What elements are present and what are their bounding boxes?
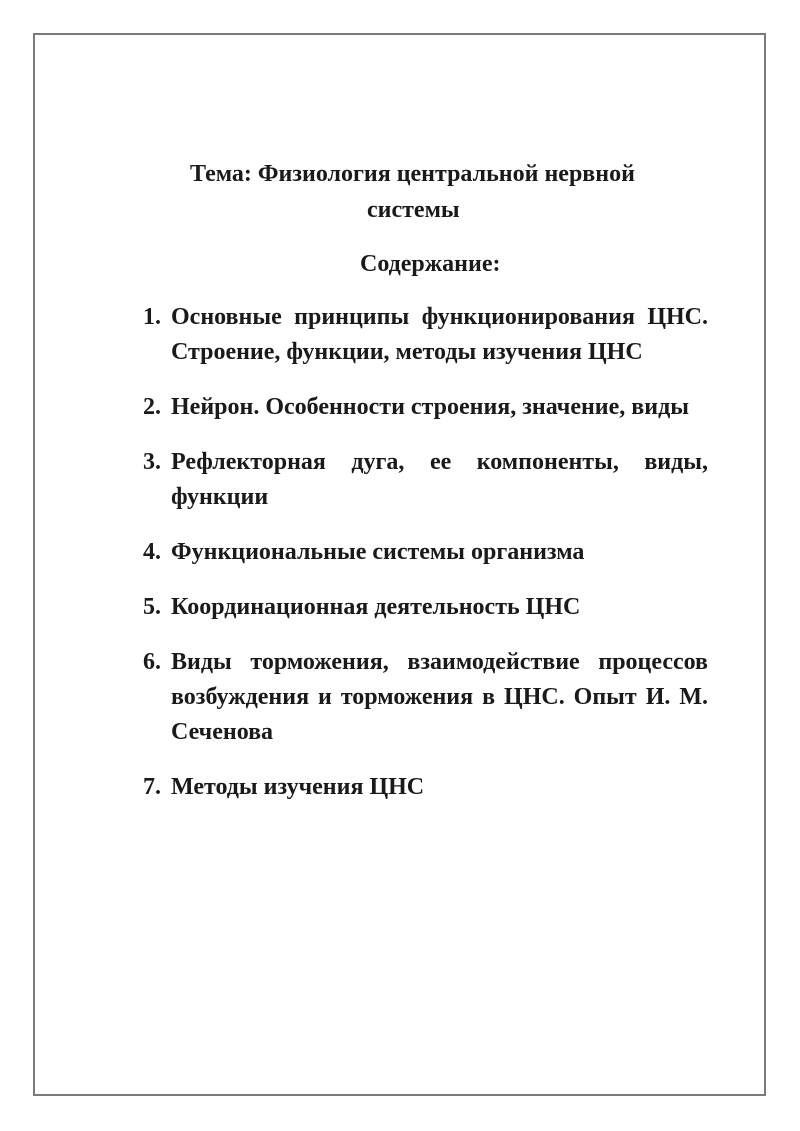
contents-item-text: Рефлекторная дуга, ее компоненты, виды, функции [171,449,708,510]
contents-item-3 [143,445,708,515]
contents-item-number: 2. [143,394,161,420]
contents-heading: Содержание: [360,251,501,277]
contents-item-text: Основные принципы функционирования ЦНС. Строение, функции, методы изучения ЦНС [171,304,708,365]
contents-item-text: Функциональные системы организма [171,539,585,565]
contents-item-number: 5. [143,594,161,620]
contents-item-2 [143,390,708,425]
contents-item-text: Виды торможения, взаимодействие процессов возбуждения и торможения в ЦНС. Опыт И. М. Сеченова [171,649,708,745]
contents-item-text: Координационная деятельность ЦНС [171,594,581,620]
contents-item-number: 3. [143,449,161,475]
contents-item-6 [143,645,708,750]
contents-item-1 [143,300,708,370]
document-title-line-2: системы [367,197,460,223]
document-title [150,156,730,228]
contents-item-5 [143,590,708,625]
contents-item-7 [143,770,708,805]
contents-item-number: 1. [143,304,161,330]
contents-item-number: 6. [143,649,161,675]
contents-item-number: 7. [143,774,161,800]
contents-item-text: Методы изучения ЦНС [171,774,425,800]
contents-list [143,300,708,825]
contents-item-number: 4. [143,539,161,565]
contents-item-text: Нейрон. Особенности строения, значение, виды [171,394,689,420]
contents-item-4 [143,535,708,570]
document-title-line-1: Тема: Физиология центральной нервной [190,161,635,187]
